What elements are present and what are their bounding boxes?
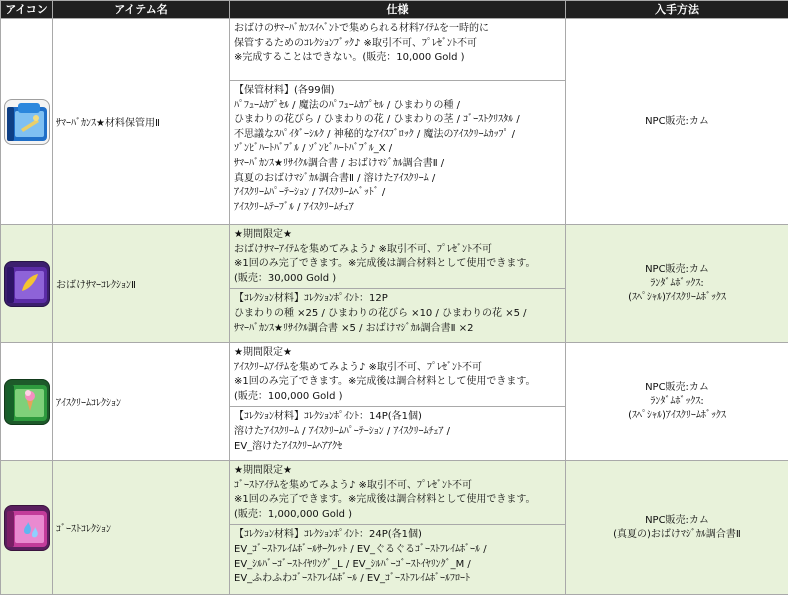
spec-cell bbox=[230, 225, 566, 343]
table-row bbox=[1, 343, 788, 461]
spec-description bbox=[230, 343, 565, 406]
spec-line: ※1回のみ完了できます。※完成後は調合材料として使用できます。 bbox=[234, 494, 536, 506]
table-row bbox=[1, 225, 788, 343]
obtain-line: ﾗﾝﾀﾞﾑﾎﾞｯｸｽ: bbox=[650, 395, 704, 407]
spec-line: ｱｲｽｸﾘｰﾑｱｲﾃﾑを集めてみよう♪ ※取引不可、ﾌﾟﾚｾﾞﾝﾄ不可 bbox=[234, 361, 482, 373]
obtain-line: NPC販売:カム bbox=[645, 381, 709, 393]
header-spec: 仕様 bbox=[230, 1, 566, 19]
spec-line: ★期間限定★ bbox=[234, 229, 292, 240]
icon-cell bbox=[1, 461, 53, 595]
spec-line: ひまわりの種 ×25 / ひまわりの花びら ×10 / ひまわりの花 ×5 / bbox=[234, 307, 527, 319]
header-icon: アイコン bbox=[1, 1, 53, 19]
table-row bbox=[1, 461, 788, 595]
item-name: ｺﾞｰｽﾄｺﾚｸｼｮﾝ bbox=[53, 461, 230, 595]
obtain-cell bbox=[566, 225, 788, 343]
spec-line: ｻﾏｰﾊﾞｶﾝｽ★ﾘｻｲｸﾙ調合書 / おばけﾏｼﾞｶﾙ調合書Ⅱ / bbox=[234, 157, 445, 169]
icon-cell bbox=[1, 343, 53, 461]
spec-line: EV_ｺﾞｰｽﾄﾌﾚｲﾑﾎﾞｰﾙｻｰｸﾚｯﾄ / EV_ぐるぐるｺﾞｰｽﾄﾌﾚｲﾑﾎﾞｰﾙ / bbox=[234, 543, 487, 555]
spec-line: おばけｻﾏｰｱｲﾃﾑを集めてみよう♪ ※取引不可、ﾌﾟﾚｾﾞﾝﾄ不可 bbox=[234, 243, 492, 255]
spec-line: 【保管材料】(各99個) bbox=[234, 85, 335, 96]
green-collection-book-icon bbox=[4, 379, 50, 425]
obtain-cell bbox=[566, 461, 788, 595]
spec-line: (販売：100,000 Gold ) bbox=[234, 390, 343, 402]
spec-line: ★期間限定★ bbox=[234, 465, 292, 476]
spec-line: 【ｺﾚｸｼｮﾝ材料】ｺﾚｸｼｮﾝﾎﾟｲﾝﾄ：12P bbox=[234, 293, 388, 305]
blue-storage-book-icon bbox=[4, 99, 50, 145]
item-name: おばけｻﾏｰｺﾚｸｼｮﾝⅡ bbox=[53, 225, 230, 343]
spec-description bbox=[230, 19, 565, 80]
spec-line: ｿﾞﾝﾋﾞﾊｰﾄﾊﾞﾌﾞﾙ / ｿﾞﾝﾋﾞﾊｰﾄﾊﾞﾌﾞﾙ_X / bbox=[234, 143, 393, 155]
icon-cell bbox=[1, 225, 53, 343]
spec-line: ﾊﾟﾌｭｰﾑｶﾌﾟｾﾙ / 魔法のﾊﾟﾌｭｰﾑｶﾌﾟｾﾙ / ひまわりの種 / bbox=[234, 99, 461, 111]
spec-materials bbox=[230, 80, 565, 217]
spec-line: ※完成することはできない。(販売：10,000 Gold ) bbox=[234, 52, 465, 64]
spec-cell bbox=[230, 19, 566, 225]
spec-line: ｺﾞｰｽﾄｱｲﾃﾑを集めてみよう♪ ※取引不可、ﾌﾟﾚｾﾞﾝﾄ不可 bbox=[234, 479, 472, 491]
spec-line: EV_溶けたｱｲｽｸﾘｰﾑﾍｱｱｸｾ bbox=[234, 440, 343, 452]
header-row bbox=[1, 1, 788, 19]
spec-line: 真夏のおばけﾏｼﾞｶﾙ調合書Ⅱ / 溶けたｱｲｽｸﾘｰﾑ / bbox=[234, 172, 436, 184]
item-name: ｱｲｽｸﾘｰﾑｺﾚｸｼｮﾝ bbox=[53, 343, 230, 461]
purple-collection-book-icon bbox=[4, 261, 50, 307]
spec-line: ※1回のみ完了できます。※完成後は調合材料として使用できます。 bbox=[234, 258, 536, 270]
spec-line: (販売：1,000,000 Gold ) bbox=[234, 508, 353, 520]
spec-cell bbox=[230, 343, 566, 461]
obtain-line: NPC販売:カム bbox=[645, 263, 709, 275]
obtain-line: ﾗﾝﾀﾞﾑﾎﾞｯｸｽ: bbox=[650, 277, 704, 289]
obtain-line: (ｽﾍﾟｼｬﾙ)ｱｲｽｸﾘｰﾑﾎﾞｯｸｽ bbox=[628, 291, 726, 303]
spec-line: EV_ｼﾙﾊﾞｰｺﾞｰｽﾄｲﾔﾘﾝｸﾞ_L / EV_ｼﾙﾊﾞｰｺﾞｰｽﾄｲﾔﾘﾝｸﾞ_M / bbox=[234, 558, 471, 570]
obtain-cell bbox=[566, 343, 788, 461]
spec-line: (販売：30,000 Gold ) bbox=[234, 272, 337, 284]
spec-line: おばけのｻﾏｰﾊﾞｶﾝｽｲﾍﾞﾝﾄで集められる材料ｱｲﾃﾑを一時的に bbox=[234, 23, 489, 34]
header-name: アイテム名 bbox=[53, 1, 230, 19]
spec-materials bbox=[230, 288, 565, 338]
spec-line: ｻﾏｰﾊﾞｶﾝｽ★ﾘｻｲｸﾙ調合書 ×5 / おばけﾏｼﾞｶﾙ調合書Ⅱ ×2 bbox=[234, 322, 474, 334]
obtain-line: (真夏の)おばけﾏｼﾞｶﾙ調合書Ⅱ bbox=[613, 528, 741, 540]
icon-cell bbox=[1, 19, 53, 225]
spec-line: ｱｲｽｸﾘｰﾑﾃｰﾌﾞﾙ / ｱｲｽｸﾘｰﾑﾁｪｱ bbox=[234, 201, 354, 213]
pink-collection-book-icon bbox=[4, 505, 50, 551]
spec-line: ★期間限定★ bbox=[234, 347, 292, 358]
obtain-cell bbox=[566, 19, 788, 225]
obtain-line: (ｽﾍﾟｼｬﾙ)ｱｲｽｸﾘｰﾑﾎﾞｯｸｽ bbox=[628, 409, 726, 421]
obtain-line: NPC販売:カム bbox=[645, 115, 709, 127]
spec-materials bbox=[230, 524, 565, 588]
item-name: ｻﾏｰﾊﾞｶﾝｽ★材料保管用Ⅱ bbox=[53, 19, 230, 225]
header-obtain: 入手方法 bbox=[566, 1, 788, 19]
spec-line: EV_ふわふわｺﾞｰｽﾄﾌﾚｲﾑﾎﾞｰﾙ / EV_ｺﾞｰｽﾄﾌﾚｲﾑﾎﾞｰﾙﾌﾛｰﾄ bbox=[234, 573, 471, 585]
spec-line: ｱｲｽｸﾘｰﾑﾊﾟｰﾃｰｼｮﾝ / ｱｲｽｸﾘｰﾑﾍﾞｯﾄﾞ / bbox=[234, 187, 386, 199]
spec-line: ※1回のみ完了できます。※完成後は調合材料として使用できます。 bbox=[234, 376, 536, 388]
spec-materials bbox=[230, 406, 565, 456]
spec-description bbox=[230, 461, 565, 524]
obtain-line: NPC販売:カム bbox=[645, 514, 709, 526]
spec-cell bbox=[230, 461, 566, 595]
spec-line: 不思議なｽﾊﾟｲﾀﾞｰｼﾙｸ / 神秘的なｱｲｽﾌﾞﾛｯｸ / 魔法のｱｲｽｸﾘｰﾑｶｯﾌﾟ / bbox=[234, 128, 516, 140]
spec-line: 【ｺﾚｸｼｮﾝ材料】ｺﾚｸｼｮﾝﾎﾟｲﾝﾄ：14P(各1個) bbox=[234, 411, 422, 423]
table-row bbox=[1, 19, 788, 225]
spec-line: 保管するためのｺﾚｸｼｮﾝﾌﾞｯｸ♪ ※取引不可、ﾌﾟﾚｾﾞﾝﾄ不可 bbox=[234, 37, 477, 49]
spec-description bbox=[230, 225, 565, 288]
spec-line: 【ｺﾚｸｼｮﾝ材料】ｺﾚｸｼｮﾝﾎﾟｲﾝﾄ：24P(各1個) bbox=[234, 529, 422, 541]
spec-line: ひまわりの花びら / ひまわりの花 / ひまわりの茎 / ｺﾞｰｽﾄｸﾘｽﾀﾙ / bbox=[234, 114, 520, 126]
spec-line: 溶けたｱｲｽｸﾘｰﾑ / ｱｲｽｸﾘｰﾑﾊﾟｰﾃｰｼｮﾝ / ｱｲｽｸﾘｰﾑﾁｪｱ / bbox=[234, 425, 451, 437]
